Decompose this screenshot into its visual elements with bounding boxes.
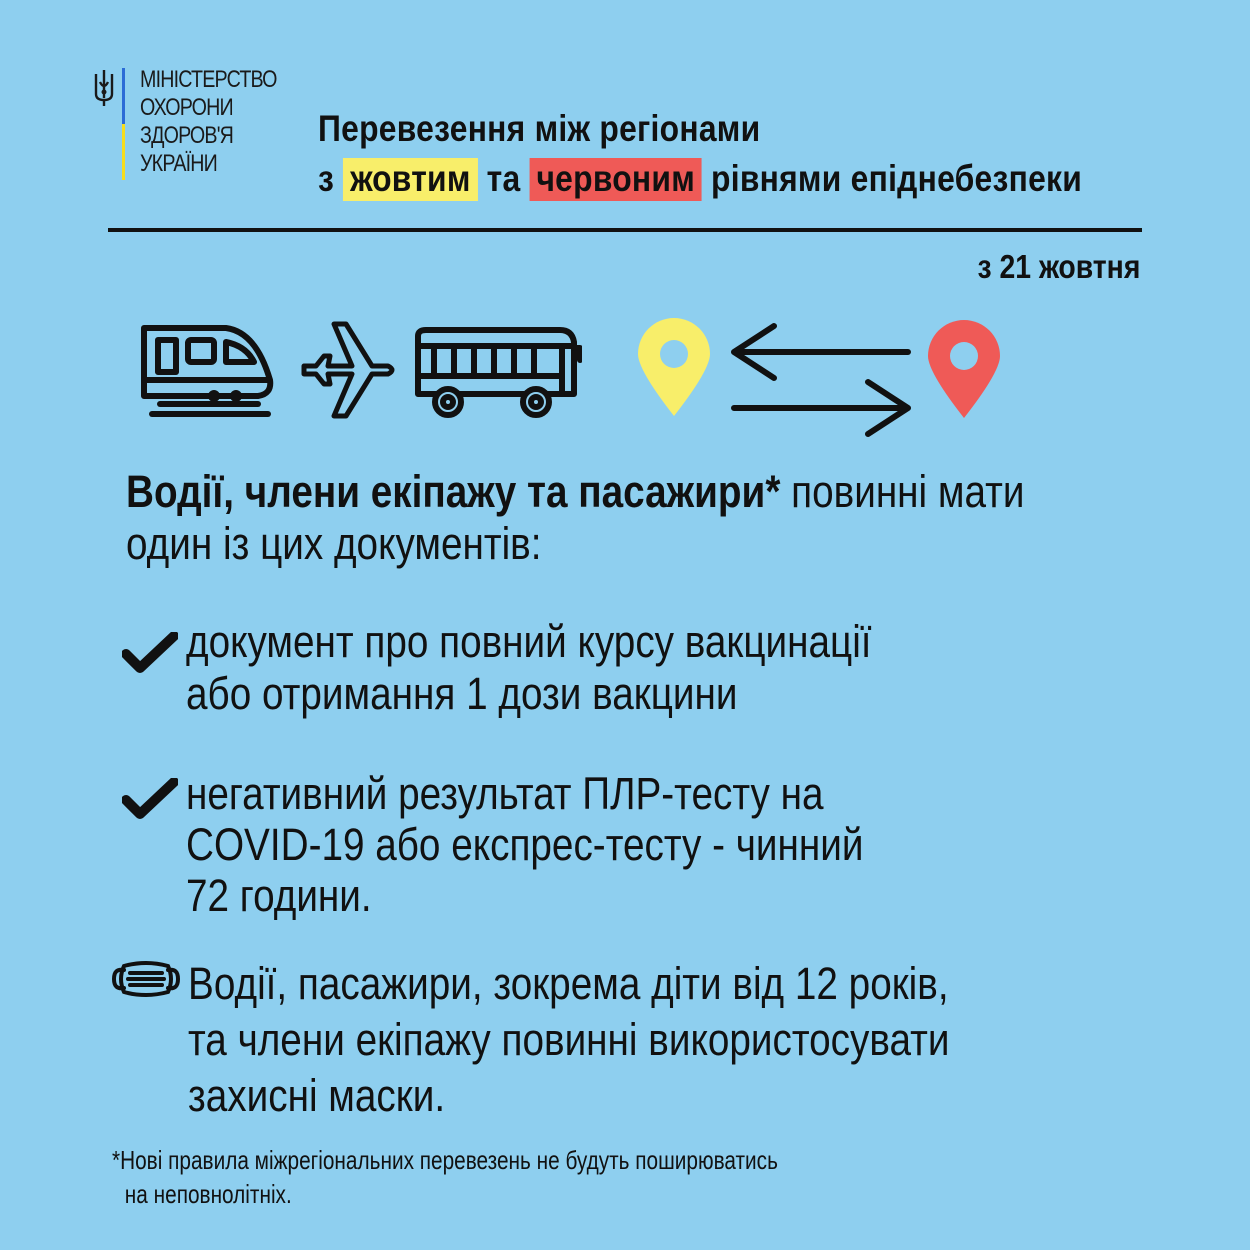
logo-text (140, 66, 277, 178)
list-item (186, 616, 872, 720)
list-item-line: або отримання 1 дози вакцини (186, 668, 738, 719)
list-item-line: 72 години. (186, 870, 372, 921)
logo-line: ОХОРОНИ (140, 94, 233, 121)
list-item-line: документ про повний курсу вакцинації (186, 616, 872, 667)
effective-date: з 21 жовтня (977, 248, 1140, 285)
logo-line: УКРАЇНИ (140, 150, 217, 177)
lead-bold: Водії, члени екіпажу та пасажири* (126, 466, 781, 517)
trident-icon (92, 68, 116, 108)
lead-line-2: один із цих документів: (126, 518, 542, 569)
face-mask-icon (112, 958, 180, 1000)
yellow-highlight: жовтим (343, 158, 477, 201)
list-item-line: Водії, пасажири, зокрема діти від 12 років, (188, 958, 949, 1009)
yellow-location-pin-icon (636, 318, 712, 418)
title-line-2 (318, 154, 1082, 204)
logo-line: ЗДОРОВ'Я (140, 122, 234, 149)
footnote (112, 1143, 778, 1211)
train-icon (138, 320, 278, 420)
title-suffix: рівнями епіднебезпеки (711, 158, 1083, 199)
title-line-1: Перевезення між регіонами (318, 108, 761, 149)
list-item-line: захисні маски. (188, 1070, 446, 1121)
checkmark-icon (122, 632, 178, 674)
airplane-icon (296, 318, 400, 422)
lead-line-1 (126, 466, 1025, 518)
checkmark-icon (122, 778, 178, 820)
title-middle: та (486, 158, 521, 199)
logo-line: МІНІСТЕРСТВО (140, 66, 277, 93)
red-location-pin-icon (926, 320, 1002, 420)
footnote-line: на неповнолітніх. (124, 1179, 292, 1209)
divider (108, 228, 1142, 232)
list-item (186, 768, 864, 921)
page-title (318, 104, 1082, 204)
list-item (188, 956, 950, 1124)
red-highlight: червоним (530, 158, 702, 201)
list-item-line: негативний результат ПЛР-тесту на (186, 768, 824, 819)
title-prefix: з (318, 158, 335, 199)
lead-text (126, 466, 1025, 570)
logo-divider (122, 68, 125, 180)
footnote-line: *Нові правила міжрегіональних перевезень не будуть поширюватись (112, 1145, 778, 1175)
list-item-line: та члени екіпажу повинні використосувати (188, 1014, 950, 1065)
lead-rest: повинні мати (791, 466, 1025, 517)
list-item-line: COVID-19 або експрес-тесту - чинний (186, 819, 864, 870)
bus-icon (412, 326, 582, 420)
ministry-logo (92, 66, 292, 181)
bidirectional-arrows-icon (728, 322, 914, 438)
